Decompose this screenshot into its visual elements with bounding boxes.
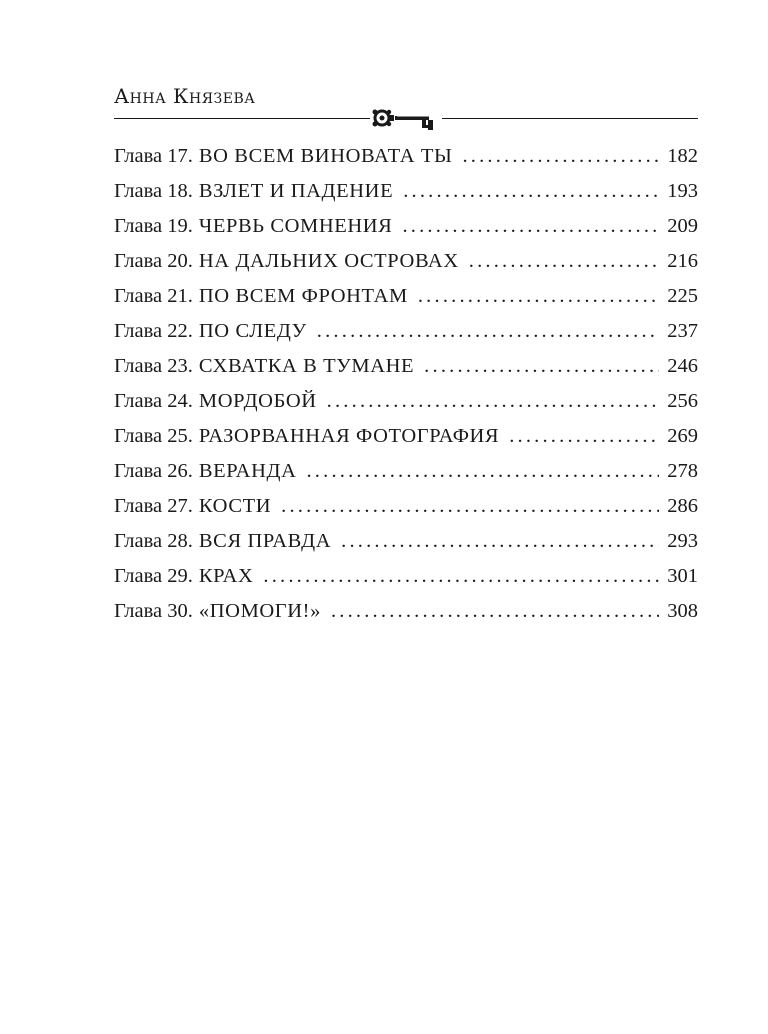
- toc-row: [114, 425, 698, 460]
- toc-row: [114, 145, 698, 180]
- dot-leader: [469, 250, 660, 273]
- page-number: 209: [667, 215, 698, 237]
- dot-leader: [509, 425, 659, 448]
- chapter-title: НА ДАЛЬНИХ ОСТРОВАХ: [198, 250, 459, 272]
- dot-leader: [462, 145, 659, 168]
- toc-row: [114, 320, 698, 355]
- toc-row: [114, 495, 698, 530]
- chapter-title: ЧЕРВЬ СОМНЕНИЯ: [198, 215, 393, 237]
- page-number: 216: [667, 250, 698, 272]
- page-number: 225: [667, 285, 698, 307]
- page-number: 269: [667, 425, 698, 447]
- chapter-title: СХВАТКА В ТУМАНЕ: [198, 355, 415, 377]
- dot-leader: [306, 460, 659, 483]
- page-number: 193: [667, 180, 698, 202]
- dot-leader: [402, 215, 659, 238]
- chapter-title: «ПОМОГИ!»: [198, 600, 321, 622]
- chapter-title: ВСЯ ПРАВДА: [198, 530, 332, 552]
- chapter-number: Глава 20.: [114, 250, 193, 272]
- dot-leader: [263, 565, 659, 588]
- dot-leader: [281, 495, 659, 518]
- dot-leader: [327, 390, 660, 413]
- toc-row: [114, 215, 698, 250]
- chapter-title: ПО ВСЕМ ФРОНТАМ: [198, 285, 408, 307]
- chapter-number: Глава 18.: [114, 180, 193, 202]
- chapter-title: МОРДОБОЙ: [198, 390, 317, 412]
- chapter-number: Глава 17.: [114, 145, 193, 167]
- page-number: 278: [667, 460, 698, 482]
- page-number: 308: [667, 600, 698, 622]
- page-number: 256: [667, 390, 698, 412]
- table-of-contents: [114, 145, 698, 635]
- chapter-number: Глава 21.: [114, 285, 193, 307]
- chapter-title: ПО СЛЕДУ: [198, 320, 307, 342]
- chapter-number: Глава 26.: [114, 460, 193, 482]
- chapter-title: ВЗЛЕТ И ПАДЕНИЕ: [198, 180, 394, 202]
- dot-leader: [418, 285, 659, 308]
- dot-leader: [317, 320, 659, 343]
- toc-row: [114, 565, 698, 600]
- page-number: 237: [667, 320, 698, 342]
- dot-leader: [424, 355, 659, 378]
- toc-row: [114, 355, 698, 390]
- toc-row: [114, 530, 698, 565]
- chapter-number: Глава 27.: [114, 495, 193, 517]
- key-ornament-icon: [370, 104, 442, 134]
- chapter-number: Глава 30.: [114, 600, 193, 622]
- chapter-number: Глава 23.: [114, 355, 193, 377]
- page-number: 246: [667, 355, 698, 377]
- chapter-number: Глава 29.: [114, 565, 193, 587]
- chapter-title: КОСТИ: [198, 495, 272, 517]
- page-number: 293: [667, 530, 698, 552]
- toc-row: [114, 460, 698, 495]
- toc-row: [114, 250, 698, 285]
- chapter-title: ВЕРАНДА: [198, 460, 297, 482]
- chapter-number: Глава 25.: [114, 425, 193, 447]
- running-head-author: Анна Князева: [114, 84, 256, 108]
- chapter-title: КРАХ: [198, 565, 254, 587]
- dot-leader: [331, 600, 659, 623]
- toc-row: [114, 600, 698, 635]
- chapter-number: Глава 19.: [114, 215, 193, 237]
- chapter-number: Глава 22.: [114, 320, 193, 342]
- page-number: 301: [667, 565, 698, 587]
- toc-row: [114, 180, 698, 215]
- page-number: 182: [667, 145, 698, 167]
- chapter-number: Глава 24.: [114, 390, 193, 412]
- page-number: 286: [667, 495, 698, 517]
- toc-row: [114, 390, 698, 425]
- chapter-title: РАЗОРВАННАЯ ФОТОГРАФИЯ: [198, 425, 500, 447]
- toc-row: [114, 285, 698, 320]
- chapter-title: ВО ВСЕМ ВИНОВАТА ТЫ: [198, 145, 453, 167]
- dot-leader: [341, 530, 659, 553]
- dot-leader: [403, 180, 659, 203]
- chapter-number: Глава 28.: [114, 530, 193, 552]
